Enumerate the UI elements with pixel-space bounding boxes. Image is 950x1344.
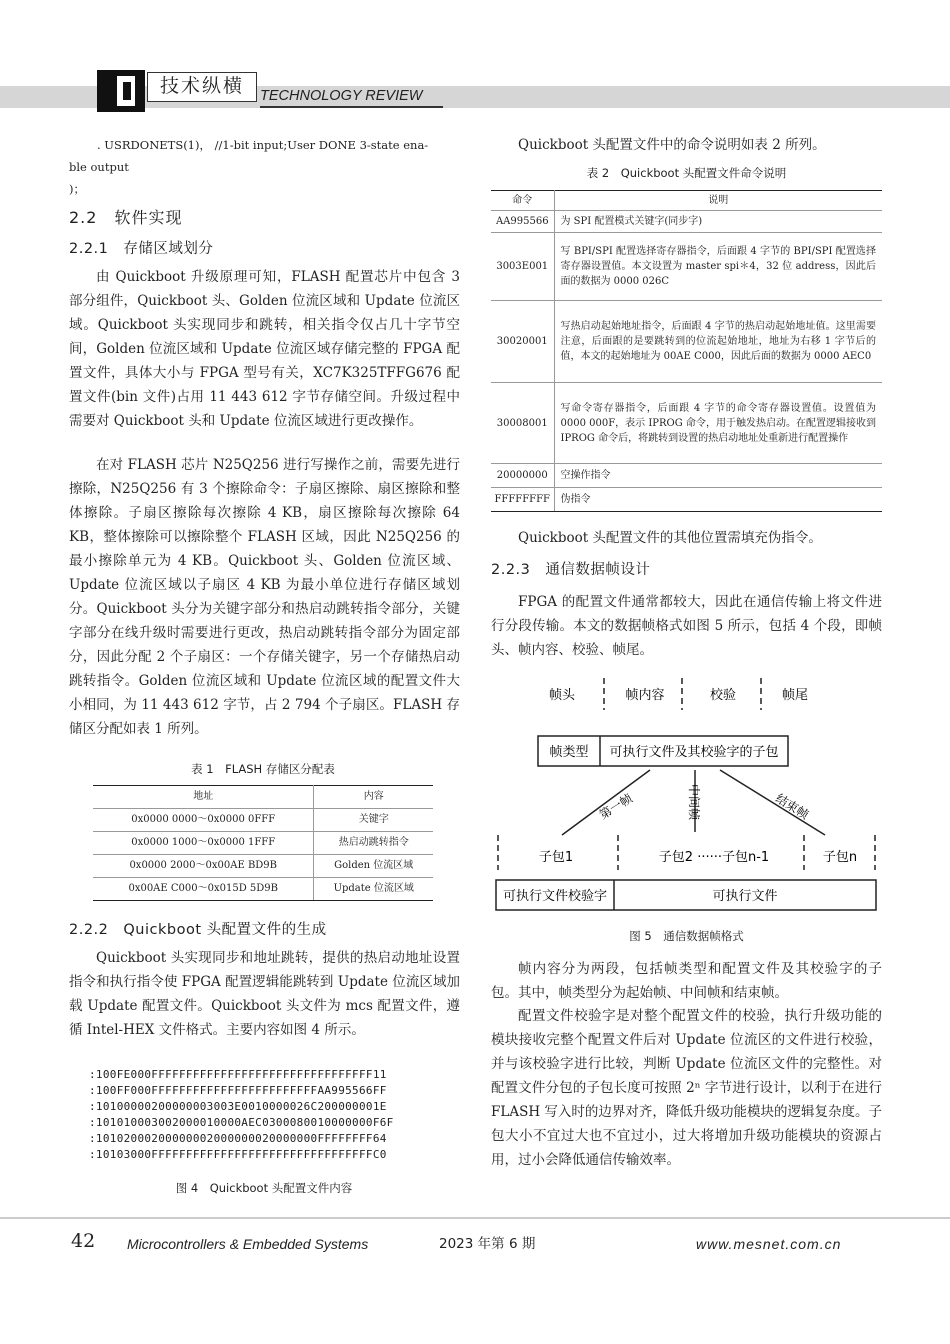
exec-checksum-label: 可执行文件校验字 bbox=[502, 889, 608, 904]
table-cell: 30020001 bbox=[491, 301, 554, 383]
table-cell: 3003E001 bbox=[491, 233, 554, 301]
table-row bbox=[491, 488, 882, 512]
table-cell: 0x0000 1000～0x0000 1FFF bbox=[93, 832, 314, 855]
table-row bbox=[93, 855, 433, 878]
table-header: 地址 bbox=[93, 786, 314, 809]
paragraph: 帧内容分为两段，包括帧类型和配置文件及其校验字的子包。其中，帧类型分为起始帧、中间帧和结束帧。 bbox=[491, 961, 882, 1001]
middle-frame-label: 中间帧 bbox=[687, 783, 701, 821]
frame-format-diagram bbox=[490, 670, 882, 920]
table-cell: Golden 位流区域 bbox=[314, 855, 433, 878]
table-cell: Update 位流区域 bbox=[314, 878, 433, 901]
table-2 bbox=[491, 190, 882, 512]
table-header: 说明 bbox=[554, 191, 882, 211]
table-row bbox=[93, 878, 433, 901]
table-cell: 20000000 bbox=[491, 464, 554, 488]
section-heading-2-2-2: 2.2.2 Quickboot 头配置文件的生成 bbox=[69, 922, 327, 938]
table-row bbox=[491, 211, 882, 233]
sub-packet-label: 可执行文件及其校验字的子包 bbox=[609, 745, 779, 760]
paragraph: Quickboot 头配置文件中的命令说明如表 2 所列。 bbox=[518, 137, 826, 153]
figure4-caption: 图 4 Quickboot 头配置文件内容 bbox=[175, 1181, 353, 1195]
header-underline bbox=[260, 106, 443, 108]
section-heading-2-2-1: 2.2.1 存储区域划分 bbox=[69, 241, 214, 257]
table-row bbox=[491, 233, 882, 301]
hex-line: :100FF000FFFFFFFFFFFFFFFFFFFFFFFFAA995566FF bbox=[89, 1084, 387, 1097]
journal-logo bbox=[97, 70, 145, 112]
section-label: 技术纵横 bbox=[147, 72, 257, 102]
table-cell: 热启动跳转指令 bbox=[314, 832, 433, 855]
hex-line: :10100000200000003003E0010000026C200000001E bbox=[89, 1100, 387, 1113]
paragraph: Quickboot 头实现同步和地址跳转，提供的热启动地址设置指令和执行指令使 FPGA 配置逻辑能跳转到 Update 位流区域加载 Update 配置文件。Quickboot 头文件为 mcs 配置文件，遵循 Intel-HEX 文件格式。主要内容如图 4 所示。 bbox=[69, 950, 460, 1038]
table-header: 命令 bbox=[491, 191, 554, 211]
table-cell: 写 BPI/SPI 配置选择寄存器指令，后面跟 4 字节的 BPI/SPI 配置选择寄存器设置值。本文设置为 master spi＊4，32 位 address，因此后面的数据为 0000 026C bbox=[554, 233, 882, 301]
frame-type-label: 帧类型 bbox=[549, 745, 589, 760]
table-cell: AA995566 bbox=[491, 211, 554, 233]
sub-packet-middle: 子包2 ······子包n-1 bbox=[658, 850, 770, 865]
paragraph: 配置文件校验字是对整个配置文件的校验，执行升级功能的模块接收完整个配置文件后对 Update 位流区的文件进行校验，并与该校验字进行比较，判断 Update 位流区文件的完整性。对配置文件分包的子包长度可按照 2ⁿ 字节进行设计，以利于在进行 FLASH 写入时的边界对齐，降低升级功能模块的逻辑复杂度。子包大小不宜过大也不宜过小，过大将增加升级功能模块的资源占用，过小会降低通信传输效率。 bbox=[491, 1008, 882, 1168]
frame-head-label: 帧头 bbox=[548, 688, 576, 703]
table-cell: 写热启动起始地址指令，后面跟 4 字节的热启动起始地址值。这里需要注意，后面跟的是要跳转到的位流起始地址，地址为右移 1 字节后的值，本文的起始地址为 00AE C000，因此后面的数据为 0000 AEC0 bbox=[554, 301, 882, 383]
hex-line: :10103000FFFFFFFFFFFFFFFFFFFFFFFFFFFFFFFFC0 bbox=[89, 1148, 387, 1161]
table-1 bbox=[93, 785, 433, 901]
table-row bbox=[93, 832, 433, 855]
section-heading-2-2: 2.2 软件实现 bbox=[69, 208, 183, 227]
footer-rule bbox=[0, 1217, 950, 1219]
table-cell: 空操作指令 bbox=[554, 464, 882, 488]
issue: 2023 年第 6 期 bbox=[439, 1236, 536, 1252]
exec-file-label: 可执行文件 bbox=[712, 889, 778, 904]
paragraph: FPGA 的配置文件通常都较大，因此在通信传输上将文件进行分段传输。本文的数据帧格式如图 5 所示，包括 4 个段，即帧头、帧内容、校验、帧尾。 bbox=[491, 594, 882, 658]
paragraph: Quickboot 头配置文件的其他位置需填充伪指令。 bbox=[518, 530, 822, 546]
table-header: 内容 bbox=[314, 786, 433, 809]
sub-packet-n: 子包n bbox=[822, 850, 858, 865]
frame-tail-label: 帧尾 bbox=[781, 688, 809, 703]
hex-line: :100FE000FFFFFFFFFFFFFFFFFFFFFFFFFFFFFFFF11 bbox=[89, 1068, 387, 1081]
end-frame-label: 结束帧 bbox=[773, 791, 812, 823]
website: www.mesnet.com.cn bbox=[696, 1236, 842, 1252]
table1-caption: 表 1 FLASH 存储区分配表 bbox=[191, 762, 335, 776]
figure5-caption: 图 5 通信数据帧格式 bbox=[629, 929, 744, 943]
table-cell: 0x00AE C000～0x015D 5D9B bbox=[93, 878, 314, 901]
section-label-en: TECHNOLOGY REVIEW bbox=[260, 88, 423, 104]
hex-listing bbox=[89, 1067, 394, 1163]
page-number: 42 bbox=[71, 1230, 96, 1252]
code-line: . USRDONETS(1)， //1-bit input;User DONE 3-state ena- bbox=[97, 138, 429, 152]
table-cell: 关键字 bbox=[314, 809, 433, 832]
table-cell: 为 SPI 配置模式关键字(同步字) bbox=[554, 211, 882, 233]
table-cell: 写命令寄存器指令，后面跟 4 字节的命令寄存器设置值。设置值为 0000 000F，表示 IPROG 命令，用于触发热启动。在配置逻辑接收到 IPROG 命令后，将跳转到设置的热启动地址处重新进行配置操作 bbox=[554, 383, 882, 464]
table-row bbox=[491, 383, 882, 464]
hex-line: :101010003002000010000AEC0300080010000000F6F bbox=[89, 1116, 394, 1129]
journal-name: Microcontrollers & Embedded Systems bbox=[127, 1236, 369, 1252]
table-cell: 伪指令 bbox=[554, 488, 882, 512]
table-row bbox=[93, 809, 433, 832]
table-row bbox=[491, 464, 882, 488]
table-row bbox=[491, 301, 882, 383]
frame-content-label: 帧内容 bbox=[625, 688, 665, 703]
paragraph: 在对 FLASH 芯片 N25Q256 进行写操作之前，需要先进行擦除，N25Q256 有 3 个擦除命令：子扇区擦除、扇区擦除和整体擦除。子扇区擦除每次擦除 4 KB，扇区擦除每次擦除 64 KB，整体擦除可以擦除整个 FLASH 区域，因此 N25Q256 的最小擦除单元为 4 KB。Quickboot 头、Golden 位流区域、Update 位流区域以子扇区 4 KB 为最小单位进行存储区域划分。Quickboot 头分为关键字部分和热启动跳转指令部分，关键字部分在线升级时需要进行更改，热启动跳转指令部分为固定部分，因此分配 2 个子扇区：一个存储关键字，另一个存储热启动跳转指令。Golden 位流区域和 Update 位流区域的配置文件大小相同，为 11 443 612 字节，占 2 794 个子扇区。FLASH 存储区分配如表 1 所列。 bbox=[69, 457, 460, 737]
hex-line: :10102000200000002000000020000000FFFFFFFF64 bbox=[89, 1132, 387, 1145]
code-line: ble output bbox=[69, 160, 129, 174]
code-snippet bbox=[69, 134, 462, 200]
table-cell: 30008001 bbox=[491, 383, 554, 464]
table2-caption: 表 2 Quickboot 头配置文件命令说明 bbox=[586, 166, 787, 180]
table-cell: 0x0000 0000～0x0000 0FFF bbox=[93, 809, 314, 832]
first-frame-label: 第一帧 bbox=[596, 791, 635, 823]
table-cell: 0x0000 2000～0x00AE BD9B bbox=[93, 855, 314, 878]
checksum-label: 校验 bbox=[709, 688, 737, 703]
code-line: )； bbox=[69, 182, 85, 196]
section-heading-2-2-3: 2.2.3 通信数据帧设计 bbox=[491, 562, 651, 578]
paragraph: 由 Quickboot 升级原理可知，FLASH 配置芯片中包含 3 部分组件，Quickboot 头、Golden 位流区域和 Update 位流区域。Quickboot 头实现同步和跳转，相关指令仅占几十字节空间，Golden 位流区域和 Update 位流区域存储完整的 FPGA 配置文件，具体大小与 FPGA 型号有关，XC7K325TFFG676 配置文件(bin 文件)占用 11 443 612 字节存储空间。升级过程中需要对 Quickboot 头和 Update 位流区域进行更改操作。 bbox=[69, 269, 460, 429]
sub-packet-1: 子包1 bbox=[538, 850, 574, 865]
table-cell: FFFFFFFF bbox=[491, 488, 554, 512]
